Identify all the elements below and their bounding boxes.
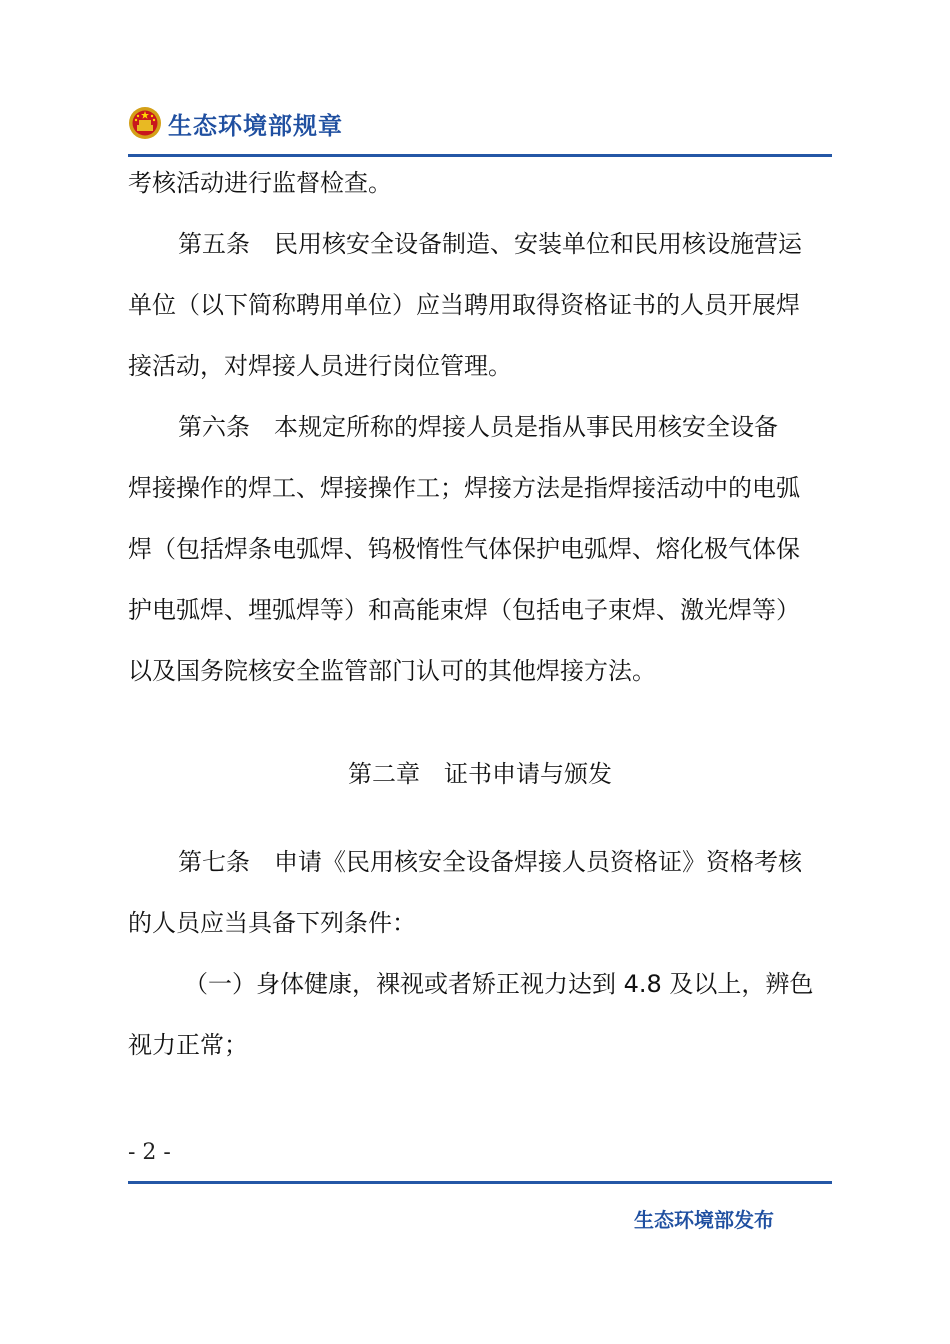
- article-7-line: 第七条 申请《民用核安全设备焊接人员资格证》资格考核: [178, 848, 802, 876]
- national-emblem-icon: [128, 106, 162, 140]
- condition-1-line: （一）身体健康，裸视或者矫正视力达到 4.8 及以上，辨色: [184, 970, 814, 998]
- article-6-line: 第六条 本规定所称的焊接人员是指从事民用核安全设备: [178, 413, 778, 441]
- text-line: 视力正常；: [128, 1031, 248, 1059]
- text-line: 的人员应当具备下列条件：: [128, 909, 416, 937]
- article-5-line: 第五条 民用核安全设备制造、安装单位和民用核设施营运: [178, 230, 802, 258]
- text-line: 焊（包括焊条电弧焊、钨极惰性气体保护电弧焊、熔化极气体保: [128, 535, 800, 563]
- text-line: 以及国务院核安全监管部门认可的其他焊接方法。: [128, 657, 656, 685]
- text-line: 焊接操作的焊工、焊接操作工；焊接方法是指焊接活动中的电弧: [128, 474, 800, 502]
- header-divider: [128, 154, 832, 157]
- page-number: - 2 -: [128, 1140, 171, 1165]
- footer-publisher: 生态环境部发布: [634, 1208, 774, 1232]
- chapter-heading: 第二章 证书申请与颁发: [348, 760, 612, 788]
- text-line: 考核活动进行监督检查。: [128, 169, 392, 197]
- header-title: 生态环境部规章: [168, 111, 343, 140]
- page-header: [128, 100, 343, 146]
- footer-divider: [128, 1181, 832, 1184]
- text-line: 护电弧焊、埋弧焊等）和高能束焊（包括电子束焊、激光焊等）: [128, 596, 800, 624]
- text-line: 单位（以下简称聘用单位）应当聘用取得资格证书的人员开展焊: [128, 291, 800, 319]
- document-body: [128, 160, 832, 1083]
- text-line: 接活动，对焊接人员进行岗位管理。: [128, 352, 512, 380]
